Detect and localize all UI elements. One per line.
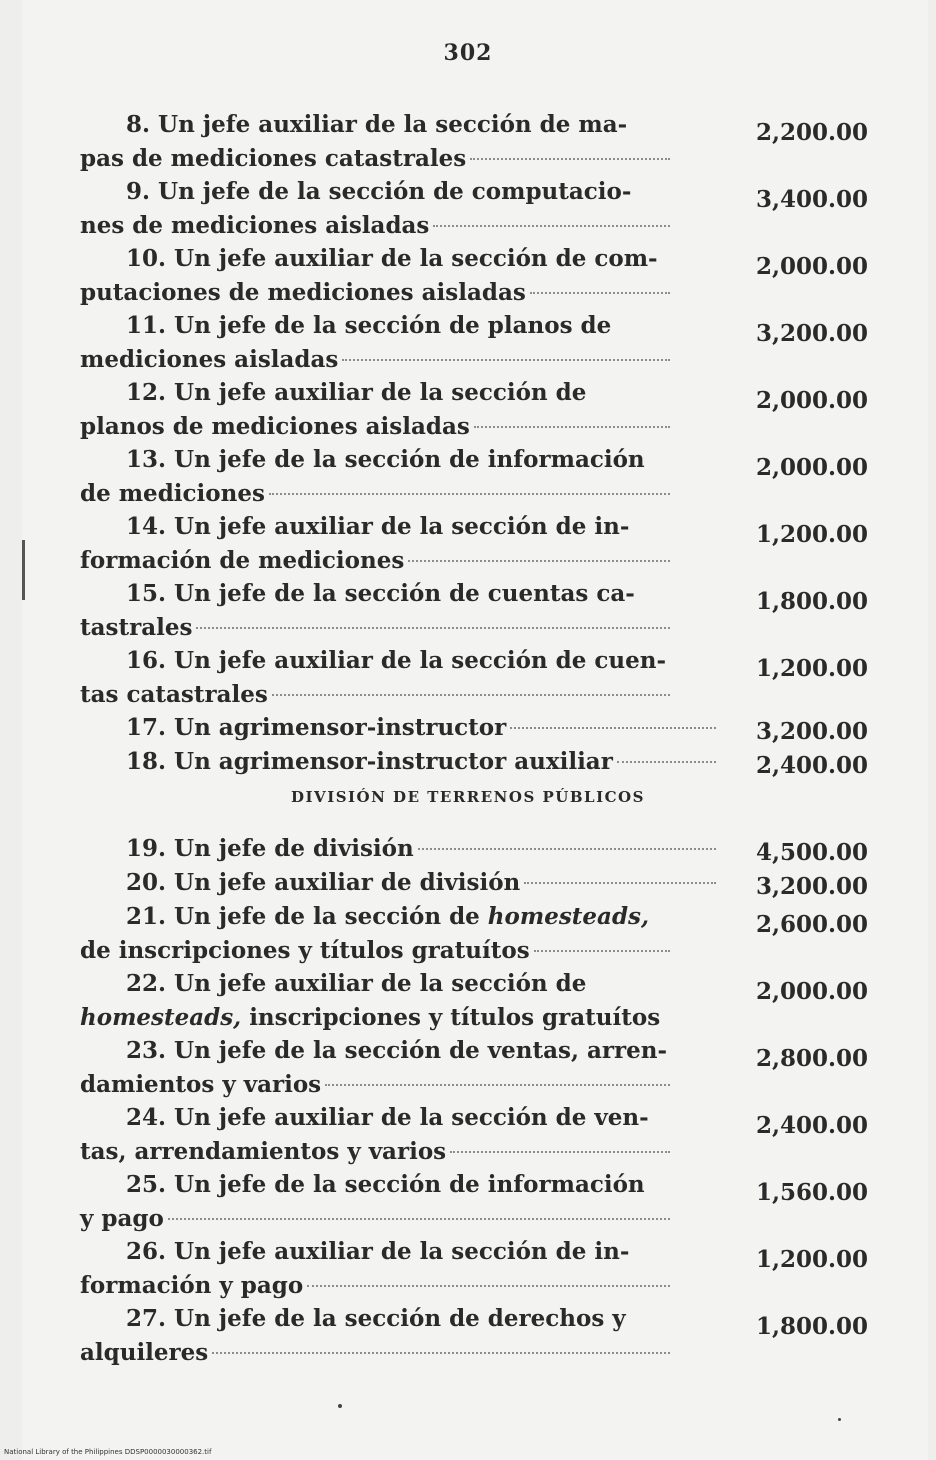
dot-leader	[307, 1284, 670, 1287]
entry-text: 10. Un jefe auxiliar de la sección de com-	[126, 245, 658, 272]
entry-text: pas de mediciones catastrales	[80, 145, 467, 172]
dot-leader	[450, 1150, 670, 1153]
entry-text-line	[80, 1034, 670, 1068]
entry-text: 18. Un agrimensor-instructor auxiliar	[126, 748, 613, 775]
dot-leader	[168, 1217, 670, 1220]
entry-text-line	[80, 832, 716, 866]
footer-caption: National Library of the Philippines DDSP0000030000362.tif	[4, 1448, 212, 1456]
entry-amount: 1,200.00	[755, 521, 868, 548]
dot-leader	[272, 693, 670, 696]
entry-text: y pago	[80, 1205, 164, 1232]
entry-text-line	[80, 1336, 670, 1370]
entry-text: 17. Un agrimensor-instructor	[126, 714, 507, 741]
entry-text-line	[80, 1168, 670, 1202]
scan-edge-mark	[22, 540, 25, 600]
entry-text-line	[80, 510, 670, 544]
entry-text-line	[80, 544, 670, 578]
entry-text-line	[80, 711, 716, 745]
entry-amount: 3,200.00	[755, 718, 868, 745]
budget-entry	[80, 108, 880, 176]
entry-text-line	[80, 1135, 670, 1169]
budget-entry	[80, 711, 880, 745]
entry-text-line	[80, 443, 670, 477]
entry-text: 25. Un jefe de la sección de información	[126, 1171, 645, 1198]
budget-entry	[80, 443, 880, 511]
budget-entry	[80, 1235, 880, 1303]
entry-text: tastrales	[80, 614, 193, 641]
entry-text: tas catastrales	[80, 681, 268, 708]
entry-text: 24. Un jefe auxiliar de la sección de ven-	[126, 1104, 649, 1131]
entry-text: inscripciones y títulos gratuítos	[249, 1004, 661, 1031]
budget-entry	[80, 1168, 880, 1236]
budget-entry	[80, 900, 880, 968]
entry-text-line	[80, 934, 670, 968]
budget-entry	[80, 644, 880, 712]
entry-text-line	[80, 678, 670, 712]
entry-text: 12. Un jefe auxiliar de la sección de	[126, 379, 587, 406]
entry-amount: 1,560.00	[755, 1179, 868, 1206]
ink-speck	[838, 1418, 841, 1421]
entry-amount: 2,000.00	[755, 253, 868, 280]
entry-amount: 3,200.00	[755, 873, 868, 900]
entry-amount: 3,400.00	[755, 186, 868, 213]
entry-text-line	[80, 142, 670, 176]
entry-amount: 1,200.00	[755, 655, 868, 682]
entry-amount: 1,800.00	[755, 588, 868, 615]
dot-leader	[408, 559, 670, 562]
entry-italic-term: homesteads,	[487, 903, 649, 930]
dot-leader	[530, 291, 670, 294]
entry-amount: 2,000.00	[755, 978, 868, 1005]
budget-entry	[80, 510, 880, 578]
entry-text: 20. Un jefe auxiliar de división	[126, 869, 521, 896]
entry-text: 8. Un jefe auxiliar de la sección de ma-	[126, 111, 628, 138]
entry-text: 23. Un jefe de la sección de ventas, arren-	[126, 1037, 668, 1064]
budget-entry	[80, 1101, 880, 1169]
dot-leader	[342, 358, 670, 361]
entry-text-line	[80, 376, 670, 410]
dot-leader	[418, 847, 716, 850]
entry-text: 27. Un jefe de la sección de derechos y	[126, 1305, 626, 1332]
entry-text: 16. Un jefe auxiliar de la sección de cuen-	[126, 647, 666, 674]
entry-text-line	[80, 900, 670, 934]
entry-text: alquileres	[80, 1339, 209, 1366]
budget-entry	[80, 1034, 880, 1102]
entry-text-line	[80, 745, 716, 779]
entry-amount: 1,200.00	[755, 1246, 868, 1273]
entry-amount: 3,200.00	[755, 320, 868, 347]
entry-text-line	[80, 1202, 670, 1236]
dot-leader	[269, 492, 670, 495]
entry-amount: 2,800.00	[755, 1045, 868, 1072]
entry-text: tas, arrendamientos y varios	[80, 1138, 447, 1165]
ink-speck	[338, 1404, 342, 1408]
budget-entry	[80, 832, 880, 866]
entry-text-line	[80, 1001, 670, 1035]
budget-entry	[80, 175, 880, 243]
entry-text: mediciones aisladas	[80, 346, 339, 373]
entry-text-line	[80, 477, 670, 511]
dot-leader	[524, 881, 716, 884]
entry-text-line	[80, 175, 670, 209]
budget-entry	[80, 577, 880, 645]
entry-text-line	[80, 1302, 670, 1336]
entry-text: formación y pago	[80, 1272, 304, 1299]
entry-amount: 4,500.00	[755, 839, 868, 866]
entry-amount: 2,000.00	[755, 387, 868, 414]
budget-entry	[80, 242, 880, 310]
dot-leader	[510, 726, 716, 729]
entry-text-line	[80, 108, 670, 142]
entry-text: 26. Un jefe auxiliar de la sección de in-	[126, 1238, 630, 1265]
entry-text: de inscripciones y títulos gratuítos	[80, 937, 530, 964]
entry-text: formación de mediciones	[80, 547, 405, 574]
section-heading: DIVISIÓN DE TERRENOS PÚBLICOS	[291, 788, 645, 806]
entry-italic-term: homesteads,	[80, 1004, 242, 1031]
entry-amount: 2,200.00	[755, 119, 868, 146]
entry-text-line	[80, 967, 670, 1001]
entry-text-line	[80, 309, 670, 343]
entry-text-line	[80, 276, 670, 310]
entry-text-line	[80, 644, 670, 678]
entry-amount: 2,400.00	[755, 1112, 868, 1139]
budget-entry	[80, 967, 880, 1035]
entry-text: damientos y varios	[80, 1071, 322, 1098]
entry-text: 21. Un jefe de la sección de	[126, 903, 480, 930]
entry-text-line	[80, 1068, 670, 1102]
entry-text: 19. Un jefe de división	[126, 835, 414, 862]
page-number: 302	[443, 40, 493, 66]
entry-text-line	[80, 209, 670, 243]
dot-leader	[196, 626, 670, 629]
entry-text-line	[80, 1235, 670, 1269]
entry-amount: 2,400.00	[755, 752, 868, 779]
dot-leader	[325, 1083, 670, 1086]
entry-amount: 2,600.00	[755, 911, 868, 938]
entry-amount: 1,800.00	[755, 1313, 868, 1340]
entry-text: putaciones de mediciones aisladas	[80, 279, 526, 306]
entry-text-line	[80, 242, 670, 276]
entry-amount: 2,000.00	[755, 454, 868, 481]
entry-text-line	[80, 866, 716, 900]
entry-text-line	[80, 577, 670, 611]
entry-text: nes de mediciones aisladas	[80, 212, 430, 239]
entry-text-line	[80, 611, 670, 645]
entry-text: 11. Un jefe de la sección de planos de	[126, 312, 612, 339]
dot-leader	[212, 1351, 670, 1354]
entry-text: 13. Un jefe de la sección de información	[126, 446, 645, 473]
entry-text-line	[80, 1269, 670, 1303]
entry-text: planos de mediciones aisladas	[80, 413, 470, 440]
entry-text: 15. Un jefe de la sección de cuentas ca-	[126, 580, 635, 607]
entry-text: 22. Un jefe auxiliar de la sección de	[126, 970, 587, 997]
entry-text-line	[80, 1101, 670, 1135]
entry-text-line	[80, 410, 670, 444]
dot-leader	[433, 224, 670, 227]
dot-leader	[534, 949, 670, 952]
entry-text: de mediciones	[80, 480, 265, 507]
budget-entry	[80, 745, 880, 779]
dot-leader	[617, 760, 716, 763]
dot-leader	[470, 157, 670, 160]
budget-entry	[80, 866, 880, 900]
dot-leader	[474, 425, 670, 428]
entry-text-line	[80, 343, 670, 377]
entry-text: 14. Un jefe auxiliar de la sección de in-	[126, 513, 630, 540]
entry-text: 9. Un jefe de la sección de computacio-	[126, 178, 632, 205]
budget-entry	[80, 1302, 880, 1370]
budget-entry	[80, 309, 880, 377]
budget-entry	[80, 376, 880, 444]
